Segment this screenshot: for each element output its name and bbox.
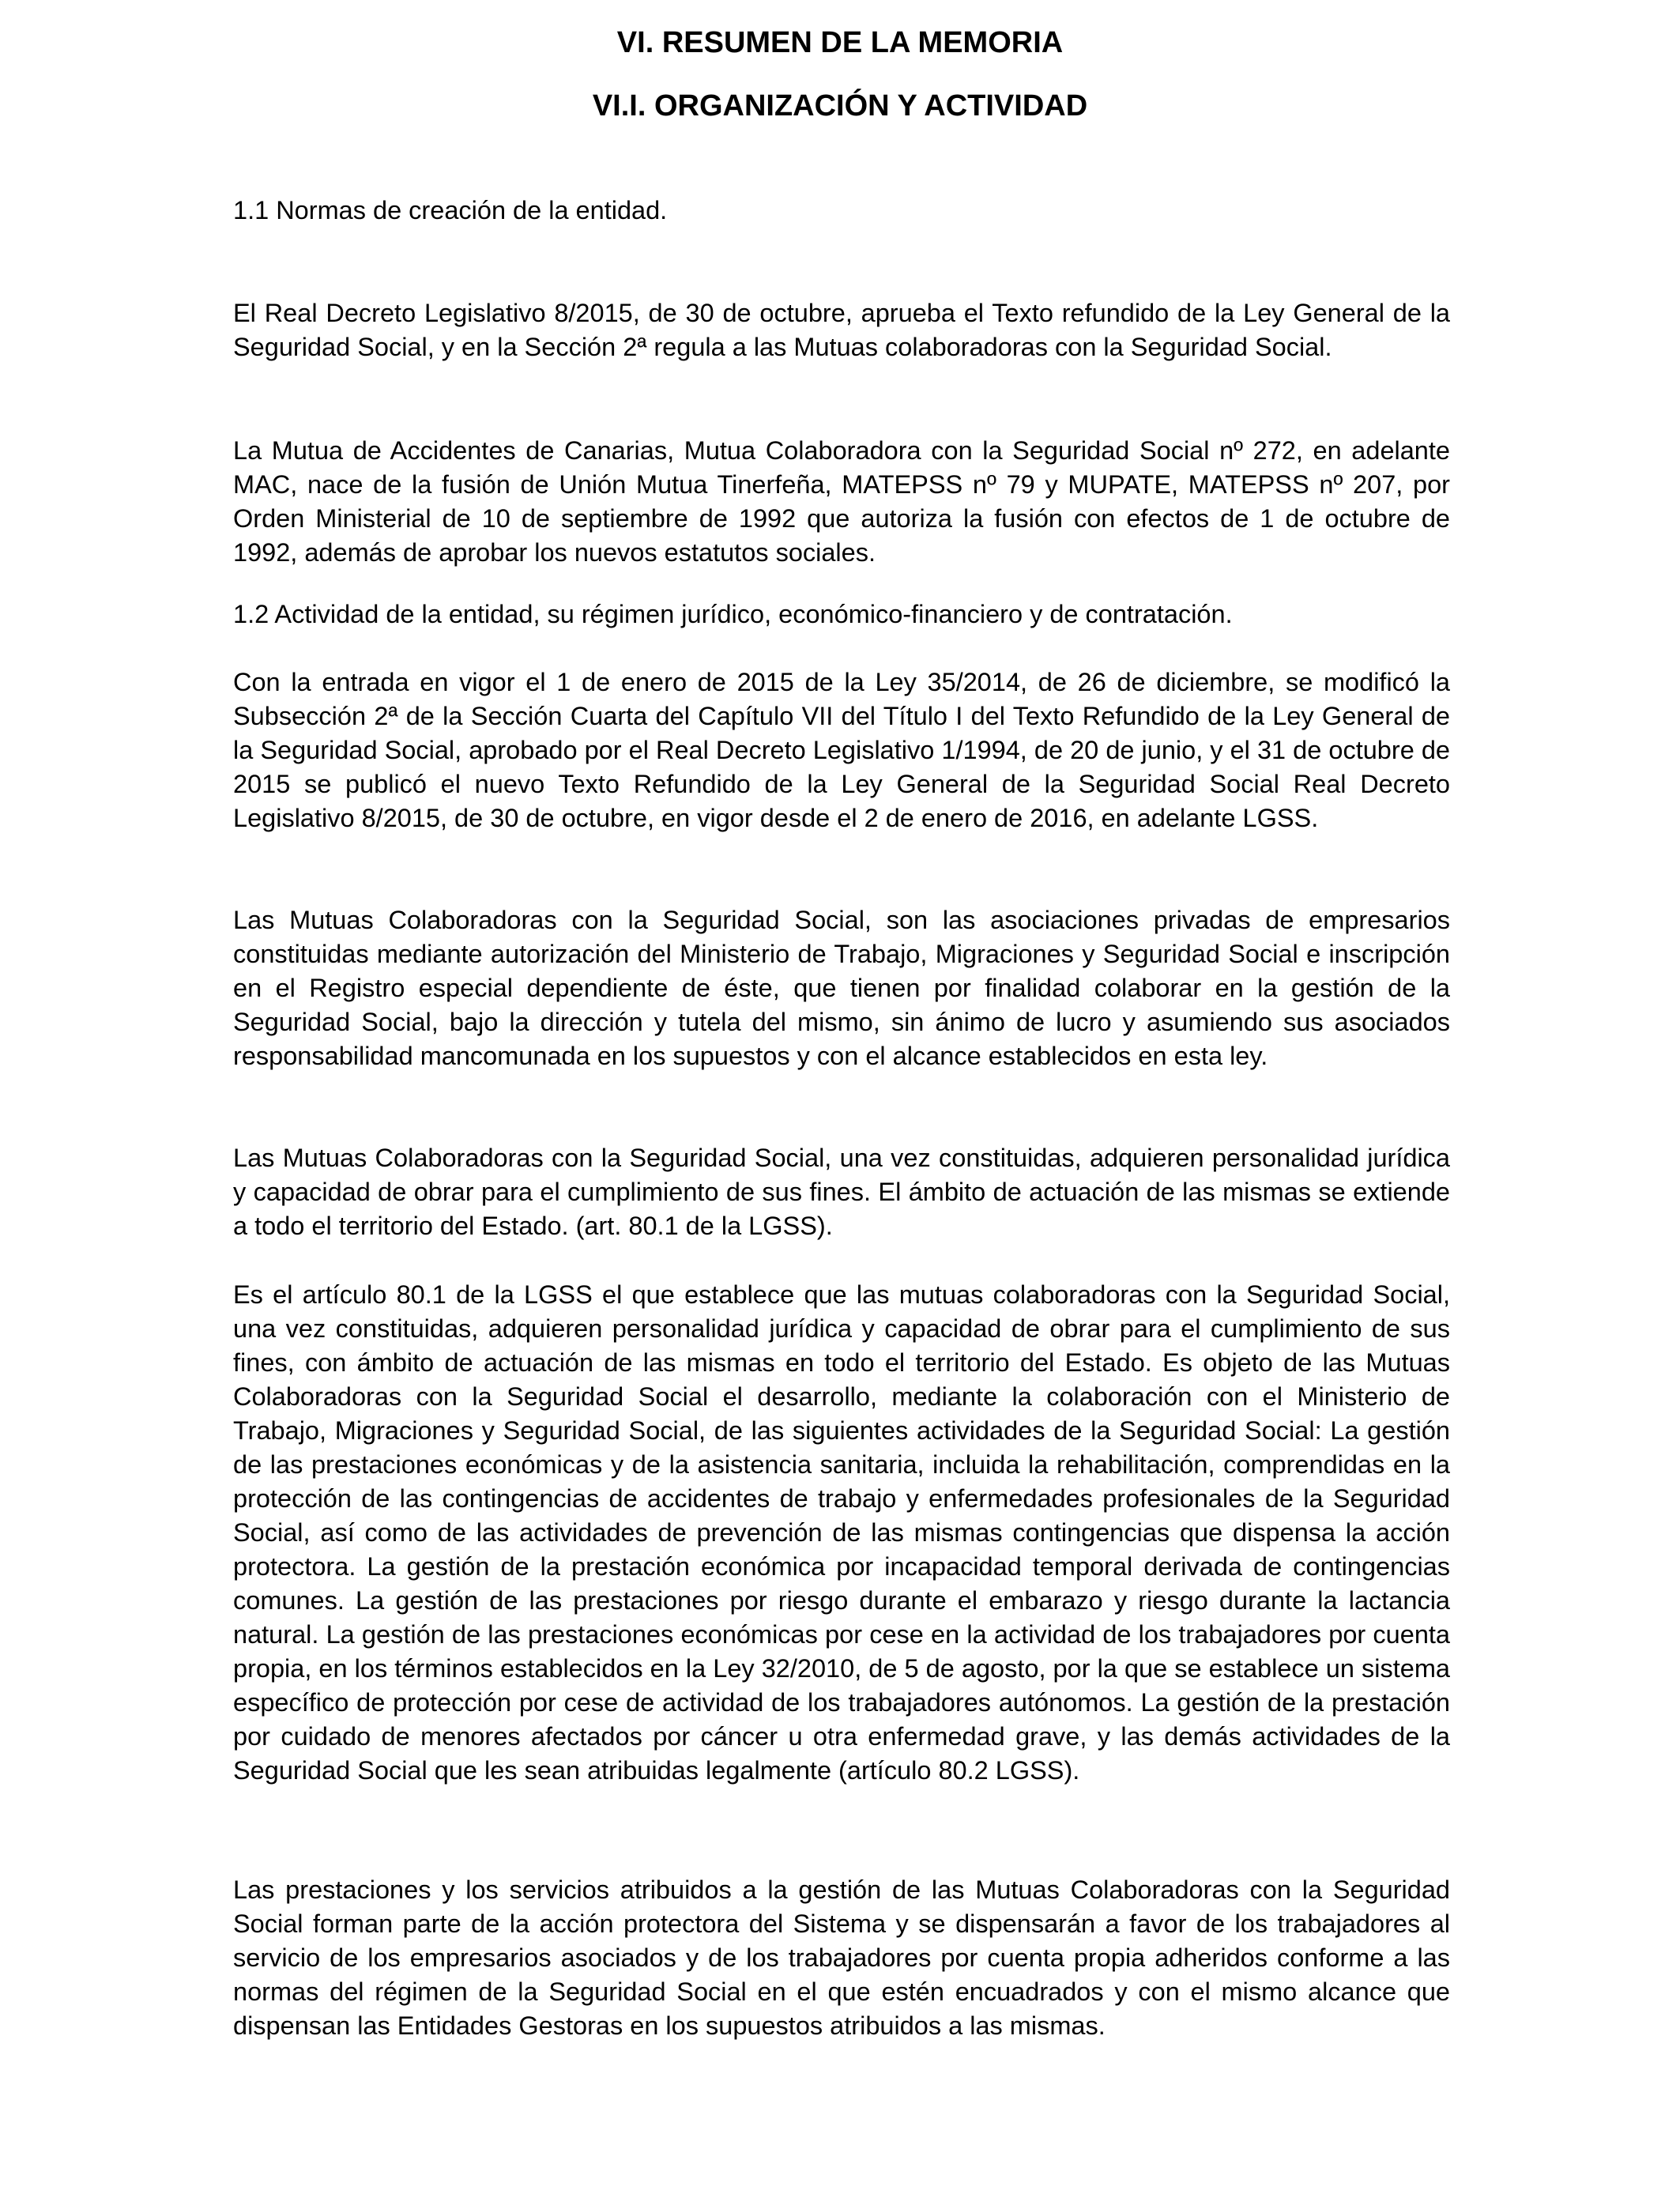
section-1-2-heading: 1.2 Actividad de la entidad, su régimen jurídico, económico-financiero y de contratación. bbox=[233, 600, 1233, 628]
paragraph-articulo-80: Es el artículo 80.1 de la LGSS el que establece que las mutuas colaboradoras con la Seguridad Social, una vez constituidas, adquieren personalidad jurídica y capacidad de obrar para el cumplimiento de sus fines, con ámbito de actuación de las mismas en todo el territorio del Estado. Es objeto de las Mutuas Colaboradoras con la Seguridad Social el desarrollo, mediante la colaboración con el Ministerio de Trabajo, Migraciones y Seguridad Social, de las siguientes actividades de la Seguridad Social: La gestión de las prestaciones económicas y de la asistencia sanitaria, incluida la rehabilitación, comprendidas en la protección de las contingencias de accidentes de trabajo y enfermedades profesionales de la Seguridad Social, así como de las actividades de prevención de las mismas contingencias que dispensa la acción protectora. La gestión de la prestación económica por incapacidad temporal derivada de contingencias comunes. La gestión de las prestaciones por riesgo durante el embarazo y riesgo durante la lactancia natural. La gestión de las prestaciones económicas por cese en la actividad de los trabajadores por cuenta propia, en los términos establecidos en la Ley 32/2010, de 5 de agosto, por la que se establece un sistema específico de protección por cese de actividad de los trabajadores autónomos. La gestión de la prestación por cuidado de menores afectados por cáncer u otra enfermedad grave, y las demás actividades de la Seguridad Social que les sean atribuidas legalmente (artículo 80.2 LGSS). bbox=[233, 1280, 1450, 1785]
paragraph-real-decreto: El Real Decreto Legislativo 8/2015, de 30 de octubre, aprueba el Texto refundido de la Ley General de la Seguridad Social, y en la Sección 2ª regula a las Mutuas colaboradoras con la Seguridad Social. bbox=[233, 299, 1450, 361]
page-title: VI. RESUMEN DE LA MEMORIA bbox=[616, 26, 1064, 59]
page-subtitle: VI.I. ORGANIZACIÓN Y ACTIVIDAD bbox=[592, 89, 1088, 123]
paragraph-mutuas-definition: Las Mutuas Colaboradoras con la Seguridad Social, son las asociaciones privadas de empresarios constituidas mediante autorización del Ministerio de Trabajo, Migraciones y Seguridad Social e inscripción en el Registro especial dependiente de éste, que tienen por finalidad colaborar en la gestión de la Seguridad Social, bajo la dirección y tutela del mismo, sin ánimo de lucro y asumiendo sus asociados responsabilidad mancomunada en los supuestos y con el alcance establecidos en esta ley. bbox=[233, 906, 1450, 1070]
section-1-1-heading: 1.1 Normas de creación de la entidad. bbox=[233, 196, 668, 224]
paragraph-prestaciones: Las prestaciones y los servicios atribuidos a la gestión de las Mutuas Colaboradoras con la Seguridad Social forman parte de la acción protectora del Sistema y se dispensarán a favor de los trabajadores al servicio de los empresarios asociados y de los trabajadores por cuenta propia adheridos conforme a las normas del régimen de la Seguridad Social en el que estén encuadrados y con el mismo alcance que dispensan las Entidades Gestoras en los supuestos atribuidos a las mismas. bbox=[233, 1875, 1450, 2040]
paragraph-ley-35-2014: Con la entrada en vigor el 1 de enero de 2015 de la Ley 35/2014, de 26 de diciembre, se modificó la Subsección 2ª de la Sección Cuarta del Capítulo VII del Título I del Texto Refundido de la Ley General de la Seguridad Social, aprobado por el Real Decreto Legislativo 1/1994, de 20 de junio, y el 31 de octubre de 2015 se publicó el nuevo Texto Refundido de la Ley General de la Seguridad Social Real Decreto Legislativo 8/2015, de 30 de octubre, en vigor desde el 2 de enero de 2016, en adelante LGSS. bbox=[233, 668, 1450, 832]
paragraph-mac-origin: La Mutua de Accidentes de Canarias, Mutua Colaboradora con la Seguridad Social nº 272, en adelante MAC, nace de la fusión de Unión Mutua Tinerfeña, MATEPSS nº 79 y MUPATE, MATEPSS nº 207, por Orden Ministerial de 10 de septiembre de 1992 que autoriza la fusión con efectos de 1 de octubre de 1992, además de aprobar los nuevos estatutos sociales. bbox=[233, 436, 1450, 567]
paragraph-personalidad-juridica: Las Mutuas Colaboradoras con la Seguridad Social, una vez constituidas, adquieren personalidad jurídica y capacidad de obrar para el cumplimiento de sus fines. El ámbito de actuación de las mismas se extiende a todo el territorio del Estado. (art. 80.1 de la LGSS). bbox=[233, 1144, 1450, 1240]
